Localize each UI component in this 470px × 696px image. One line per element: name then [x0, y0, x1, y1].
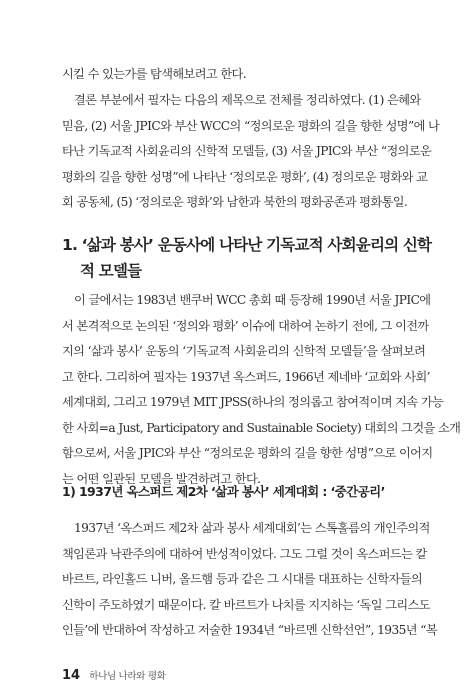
- text-line: 책임론과 낙관주의에 대하여 반성적이었다. 그도 그럴 것이 옥스퍼드는 칼: [62, 546, 427, 561]
- text-line: 함으로써, 서울 JPIC와 부산 “정의로운 평화의 길을 향한 성명”으로 이어지: [62, 446, 433, 460]
- text-line: 타난 기독교적 사회윤리의 신학적 모델들, (3) 서울 JPIC와 부산 “정의로운: [62, 144, 432, 158]
- paragraph-conclusion-summary: [62, 88, 440, 216]
- text-line: 믿음, (2) 서울 JPIC와 부산 WCC의 “정의로운 평화의 길을 향한 성명”에 나: [62, 118, 440, 133]
- text-line: 시킬 수 있는가를 탐색해보려고 한다.: [62, 67, 246, 81]
- text-line: 신학이 주도하였기 때문이다. 칼 바르트가 나치를 지지하는 ‘독일 그리스도: [62, 597, 430, 612]
- heading-line: 1. ‘삶과 봉사’ 운동사에 나타난 기독교적 사회윤리의 신학: [62, 236, 432, 254]
- running-title: 하나님 나라와 평화: [89, 671, 166, 682]
- paragraph-introduction: [62, 288, 461, 492]
- text-line: 1937년 ‘옥스퍼드 제2차 삶과 봉사 세계대회’는 스톡홀름의 개인주의적: [74, 521, 430, 535]
- text-line: 결론 부분에서 필자는 다음의 제목으로 전체를 정리하였다. (1) 은혜와: [74, 93, 421, 107]
- paragraph-continuation: [62, 62, 404, 88]
- text-line: 이 글에서는 1983년 밴쿠버 WCC 총회 때 등장해 1990년 서울 JPIC에: [74, 293, 431, 307]
- section-heading: [62, 232, 432, 284]
- subsection-heading: 1) 1937년 옥스퍼드 제2차 ‘삶과 봉사’ 세계대회 : ‘중간공리’: [62, 484, 385, 499]
- heading-line: 적 모델들: [80, 262, 142, 280]
- text-line: 세계대회, 그리고 1979년 MIT JPSS(하나의 정의롭고 참여적이며 지속 가능: [62, 395, 444, 409]
- text-line: 지의 ‘삶과 봉사’ 운동의 ‘기독교적 사회윤리의 신학적 모델들’을 살펴보려: [62, 344, 426, 358]
- text-line: 서 본격적으로 논의된 ‘정의와 평화’ 이슈에 대하여 논하기 전에, 그 이전까: [62, 318, 429, 333]
- paragraph-oxford-1937: [62, 516, 438, 644]
- text-line: 는 어떤 일관된 모델을 발견하려고 한다.: [62, 471, 261, 486]
- text-line: 고 한다. 그리하여 필자는 1937년 옥스퍼드, 1966년 제네바 ‘교회와 사회’: [62, 369, 430, 384]
- text-line: 회 공동체, (5) ‘정의로운 평화’와 남한과 북한의 평화공존과 평화통일.: [62, 195, 408, 209]
- text-line: 바르트, 라인홀드 니버, 올드햄 등과 같은 그 시대를 대표하는 신학자들의: [62, 572, 423, 586]
- text-line: 한 사회=a Just, Participatory and Sustainable Society) 대회의 그것을 소개: [62, 420, 461, 435]
- page-footer: [62, 664, 166, 683]
- text-line: 평화의 길을 향한 성명”에 나타난 ‘정의로운 평화’, (4) 정의로운 평화와 교: [62, 169, 428, 184]
- text-line: 인들’에 반대하여 작성하고 저술한 1934년 “바르멘 신학선언”, 1935년 “복: [62, 623, 438, 637]
- page-number: 14: [62, 668, 81, 683]
